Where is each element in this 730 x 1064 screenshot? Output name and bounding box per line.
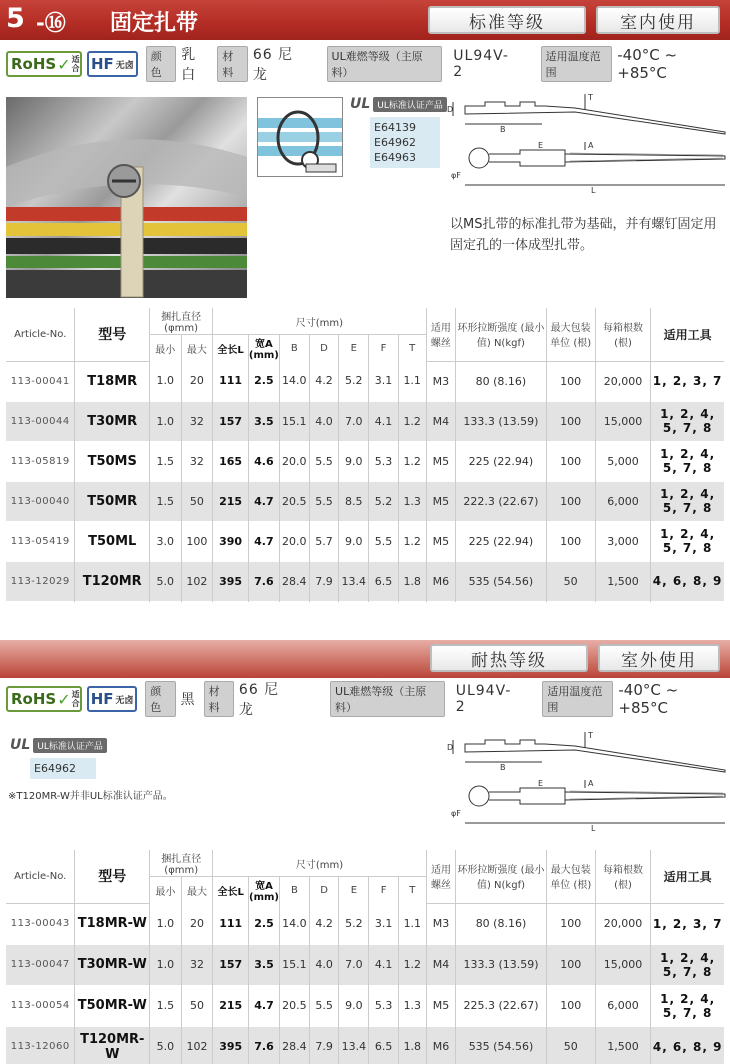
d-cell: 7.9 <box>309 1026 339 1064</box>
strength-cell: 133.3 (13.59) <box>456 401 546 441</box>
check-icon: ✓ <box>57 54 71 74</box>
hf-text: HF <box>90 55 114 73</box>
use-tag-2: 室外使用 <box>598 644 720 672</box>
strength-cell: 80 (8.16) <box>456 903 546 944</box>
dim-e: E <box>538 141 544 150</box>
th-article: Article-No. <box>6 850 75 903</box>
min-cell: 1.0 <box>150 944 182 985</box>
e-cell: 8.5 <box>339 481 369 521</box>
strength-cell: 80 (8.16) <box>456 361 546 401</box>
screw-cell: M5 <box>426 481 456 521</box>
temp-value: -40°C ~ +85°C <box>617 46 678 82</box>
t-cell: 1.2 <box>398 441 426 481</box>
pack-cell: 100 <box>546 441 595 481</box>
ul-code-list <box>370 117 440 168</box>
rohs-badge-2 <box>6 686 82 712</box>
hf-badge-2 <box>87 686 137 712</box>
strength-cell: 535 (54.56) <box>456 1026 546 1064</box>
b-cell: 14.0 <box>279 903 309 944</box>
strength-cell: 535 (54.56) <box>456 561 546 601</box>
f-cell: 3.1 <box>369 361 399 401</box>
f-cell: 3.1 <box>369 903 399 944</box>
model-cell: T50MR <box>75 481 150 521</box>
th-model: 型号 <box>75 308 150 361</box>
th-width: 宽A (mm) <box>249 877 280 904</box>
d-cell: 4.0 <box>309 944 339 985</box>
strength-cell: 225.3 (22.67) <box>456 985 546 1026</box>
dim-d: D <box>447 743 454 752</box>
ul-logo-icon: UL <box>10 737 31 753</box>
screw-cell: M3 <box>426 903 456 944</box>
t-cell: 1.8 <box>398 1026 426 1064</box>
ul-code: E64963 <box>374 151 416 164</box>
ul-code-list-2 <box>30 758 96 779</box>
spec-row-2 <box>6 681 724 718</box>
t-cell: 1.3 <box>398 985 426 1026</box>
length-cell: 215 <box>213 481 249 521</box>
e-cell: 9.0 <box>339 441 369 481</box>
width-cell: 4.7 <box>249 985 280 1026</box>
rohs-fit: 适合 <box>71 55 80 73</box>
dim-a: A <box>588 779 594 788</box>
screw-cell: M3 <box>426 361 456 401</box>
e-cell: 9.0 <box>339 985 369 1026</box>
pack-cell: 50 <box>546 561 595 601</box>
check-icon: ✓ <box>57 689 71 709</box>
pack-cell: 100 <box>546 401 595 441</box>
t-cell: 1.1 <box>398 361 426 401</box>
width-cell: 3.5 <box>249 944 280 985</box>
th-d: D <box>309 877 339 904</box>
th-strength: 环形拉断强度 (最小值) N(kgf) <box>456 850 546 903</box>
ul-cert-badge <box>350 96 447 112</box>
table-row <box>6 441 724 481</box>
spec-table-2 <box>6 850 724 1064</box>
tools-cell: 1, 2, 4, 5, 7, 8 <box>651 481 724 521</box>
t-cell: 1.8 <box>398 561 426 601</box>
th-pack: 最大包装单位 (根) <box>546 850 595 903</box>
t-cell: 1.2 <box>398 401 426 441</box>
th-pack: 最大包装单位 (根) <box>546 308 595 361</box>
grade-tag: 标准等级 <box>428 6 586 34</box>
model-cell: T18MR <box>75 361 150 401</box>
width-cell: 7.6 <box>249 1026 280 1064</box>
max-cell: 20 <box>181 903 213 944</box>
th-dims: 尺寸(mm) <box>213 308 426 335</box>
box-cell: 5,000 <box>595 441 650 481</box>
technical-drawing <box>445 92 730 202</box>
f-cell: 5.3 <box>369 985 399 1026</box>
dim-a: A <box>588 141 594 150</box>
table-row <box>6 903 724 944</box>
b-cell: 20.0 <box>279 521 309 561</box>
strength-cell: 133.3 (13.59) <box>456 944 546 985</box>
strength-cell: 222.3 (22.67) <box>456 481 546 521</box>
b-cell: 15.1 <box>279 944 309 985</box>
mounting-sketch-image <box>258 98 343 177</box>
screw-cell: M6 <box>426 561 456 601</box>
box-cell: 20,000 <box>595 903 650 944</box>
t-cell: 1.1 <box>398 903 426 944</box>
th-model: 型号 <box>75 850 150 903</box>
width-cell: 4.6 <box>248 441 279 481</box>
model-cell: T50MR-W <box>75 985 150 1026</box>
max-cell: 20 <box>181 361 213 401</box>
ul-logo-icon: UL <box>350 96 371 112</box>
min-cell: 1.0 <box>149 361 181 401</box>
section-header <box>0 0 730 40</box>
d-cell: 5.5 <box>309 441 339 481</box>
product-photo <box>6 97 247 298</box>
ul-cert-text-2: UL标准认证产品 <box>33 738 107 753</box>
screw-cell: M6 <box>426 1026 456 1064</box>
hf-badge <box>87 51 138 77</box>
b-cell: 28.4 <box>279 1026 309 1064</box>
th-tools: 适用工具 <box>651 850 724 903</box>
screw-cell: M4 <box>426 944 456 985</box>
tools-cell: 4, 6, 8, 9 <box>651 1026 724 1064</box>
ul-grade-value: UL94V-2 <box>453 48 509 80</box>
strength-cell: 225 (22.94) <box>456 521 546 561</box>
d-cell: 7.9 <box>309 561 339 601</box>
dim-f: φF <box>451 171 461 180</box>
max-cell: 32 <box>181 401 213 441</box>
th-max: 最大 <box>181 335 213 362</box>
model-cell: T18MR-W <box>75 903 150 944</box>
product-description: 以MS扎带的标准扎带为基础，并有螺钉固定用固定孔的一体成型扎带。 <box>450 217 717 253</box>
dim-l: L <box>591 186 596 195</box>
box-cell: 6,000 <box>595 481 650 521</box>
width-cell: 4.7 <box>248 481 279 521</box>
e-cell: 7.0 <box>339 944 369 985</box>
pack-cell: 100 <box>546 361 595 401</box>
screw-cell: M5 <box>426 521 456 561</box>
min-cell: 3.0 <box>149 521 181 561</box>
article-cell: 113-00040 <box>6 481 75 521</box>
tools-cell: 1, 2, 4, 5, 7, 8 <box>651 441 724 481</box>
model-cell: T50MS <box>75 441 150 481</box>
pack-cell: 100 <box>546 944 595 985</box>
ul-cert-text: UL标准认证产品 <box>373 97 447 112</box>
article-cell: 113-05819 <box>10 455 70 467</box>
length-cell: 390 <box>213 521 249 561</box>
f-cell: 5.2 <box>369 481 399 521</box>
length-cell: 157 <box>213 401 249 441</box>
th-t: T <box>398 877 426 904</box>
width-cell: 2.5 <box>249 903 280 944</box>
length-cell: 395 <box>213 1026 249 1064</box>
table-row <box>6 944 724 985</box>
width-cell: 3.5 <box>248 401 279 441</box>
th-d: D <box>309 335 339 362</box>
dim-f: φF <box>451 809 461 818</box>
color-value: 乳白 <box>181 47 197 83</box>
table-row <box>6 985 724 1026</box>
th-f: F <box>369 335 399 362</box>
table-row <box>6 481 724 521</box>
d-cell: 5.7 <box>309 521 339 561</box>
f-cell: 6.5 <box>369 561 399 601</box>
min-cell: 1.5 <box>149 481 181 521</box>
box-cell: 15,000 <box>595 944 650 985</box>
max-cell: 102 <box>181 561 213 601</box>
b-cell: 14.0 <box>279 361 309 401</box>
color-value-2: 黑 <box>180 692 196 708</box>
ul-code: E64139 <box>374 121 416 134</box>
f-cell: 5.5 <box>369 521 399 561</box>
th-e: E <box>339 877 369 904</box>
e-cell: 7.0 <box>339 401 369 441</box>
model-cell: T50ML <box>75 521 150 561</box>
th-screw: 适用螺丝 <box>426 308 456 361</box>
f-cell: 5.3 <box>369 441 399 481</box>
box-cell: 3,000 <box>595 521 650 561</box>
rohs-fit: 适合 <box>71 690 80 708</box>
tools-cell: 1, 2, 4, 5, 7, 8 <box>651 401 724 441</box>
table-row <box>6 1026 724 1064</box>
ul-code: E64962 <box>34 762 76 775</box>
th-screw: 适用螺丝 <box>426 850 456 903</box>
article-cell: 113-00044 <box>6 401 75 441</box>
th-tools: 适用工具 <box>651 308 724 361</box>
dim-e: E <box>538 779 544 788</box>
d-cell: 4.2 <box>309 903 339 944</box>
color-label: 颜色 <box>146 46 177 82</box>
e-cell: 5.2 <box>339 903 369 944</box>
article-cell: 113-12029 <box>6 561 75 601</box>
material-label-2: 材料 <box>204 681 234 717</box>
product-photo-image <box>6 97 247 298</box>
color-label-2: 颜色 <box>145 681 175 717</box>
ul-note: ※T120MR-W并非UL标准认证产品。 <box>8 791 173 802</box>
ul-grade-label-2: UL难燃等级（主原料） <box>330 681 445 717</box>
model-cell: T120MR <box>75 561 150 601</box>
width-cell: 4.7 <box>248 521 279 561</box>
model-cell: T30MR-W <box>75 944 150 985</box>
max-cell: 32 <box>181 441 213 481</box>
material-value: 66 尼龙 <box>252 47 294 83</box>
dim-t: T <box>588 93 593 102</box>
b-cell: 20.0 <box>279 441 309 481</box>
tools-cell: 1, 2, 4, 5, 7, 8 <box>651 521 724 561</box>
temp-label-2: 适用温度范围 <box>542 681 613 717</box>
tools-cell: 1, 2, 4, 5, 7, 8 <box>651 944 724 985</box>
th-length: 全长L <box>213 877 249 904</box>
length-cell: 111 <box>213 903 249 944</box>
th-b: B <box>279 877 309 904</box>
d-cell: 5.5 <box>309 481 339 521</box>
hf-sub: 无卤 <box>115 60 134 71</box>
article-cell: 113-00047 <box>6 944 75 985</box>
min-cell: 1.0 <box>150 903 182 944</box>
t-cell: 1.2 <box>398 944 426 985</box>
b-cell: 15.1 <box>279 401 309 441</box>
ul-cert-badge-2 <box>10 737 107 753</box>
article-cell: 113-00054 <box>10 1000 70 1011</box>
max-cell: 100 <box>181 521 213 561</box>
pack-cell: 100 <box>546 903 595 944</box>
hf-text: HF <box>90 690 114 708</box>
th-length: 全长L <box>213 335 249 362</box>
e-cell: 13.4 <box>339 1026 369 1064</box>
f-cell: 6.5 <box>369 1026 399 1064</box>
b-cell: 20.5 <box>279 985 309 1026</box>
th-box: 每箱根数 (根) <box>595 850 650 903</box>
pack-cell: 50 <box>546 1026 595 1064</box>
th-e: E <box>339 335 369 362</box>
dim-d: D <box>447 105 454 114</box>
box-cell: 6,000 <box>595 985 650 1026</box>
article-cell: 113-00041 <box>10 375 70 387</box>
th-dims: 尺寸(mm) <box>213 850 426 877</box>
b-cell: 20.5 <box>279 481 309 521</box>
article-cell: 113-00043 <box>10 918 70 929</box>
ul-code: E64962 <box>374 136 416 149</box>
d-cell: 5.5 <box>309 985 339 1026</box>
th-min: 最小 <box>149 335 181 362</box>
min-cell: 1.5 <box>150 985 182 1026</box>
box-cell: 15,000 <box>595 401 650 441</box>
section-title: 固定扎带 <box>110 11 199 36</box>
screw-cell: M5 <box>426 985 456 1026</box>
max-cell: 50 <box>181 481 213 521</box>
hf-sub: 无卤 <box>115 695 134 706</box>
use-tag: 室内使用 <box>596 6 720 34</box>
material-label: 材料 <box>217 46 248 82</box>
rohs-text: RoHS <box>11 55 57 73</box>
grade-tag-2: 耐热等级 <box>430 644 588 672</box>
article-cell: 113-05419 <box>10 535 70 547</box>
spec-table <box>6 308 724 602</box>
mounting-sketch <box>257 97 343 177</box>
pack-cell: 100 <box>546 521 595 561</box>
b-cell: 28.4 <box>279 561 309 601</box>
th-bundle: 捆扎直径(φmm) <box>149 308 212 335</box>
length-cell: 215 <box>213 985 249 1026</box>
material-value-2: 66 尼龙 <box>238 682 280 718</box>
rohs-text: RoHS <box>11 690 57 708</box>
min-cell: 5.0 <box>150 1026 182 1064</box>
max-cell: 102 <box>181 1026 213 1064</box>
length-cell: 157 <box>213 944 249 985</box>
model-cell: T30MR <box>75 401 150 441</box>
th-max: 最大 <box>181 877 213 904</box>
box-cell: 1,500 <box>595 561 650 601</box>
tools-cell: 4, 6, 8, 9 <box>651 561 724 601</box>
temp-value-2: -40°C ~ +85°C <box>618 681 679 717</box>
dim-b: B <box>500 763 506 772</box>
th-bundle: 捆扎直径(φmm) <box>150 850 213 877</box>
dim-l: L <box>591 824 596 833</box>
spec-row <box>6 46 724 83</box>
dim-t: T <box>588 731 593 740</box>
article-cell: 113-12060 <box>6 1026 75 1064</box>
th-min: 最小 <box>150 877 182 904</box>
width-cell: 7.6 <box>248 561 279 601</box>
tools-cell: 1, 2, 4, 5, 7, 8 <box>651 985 724 1026</box>
d-cell: 4.0 <box>309 401 339 441</box>
screw-cell: M4 <box>426 401 456 441</box>
th-article: Article-No. <box>6 308 75 361</box>
technical-drawing-2 <box>445 730 730 840</box>
e-cell: 9.0 <box>339 521 369 561</box>
min-cell: 1.0 <box>149 401 181 441</box>
strength-cell: 225 (22.94) <box>456 441 546 481</box>
min-cell: 1.5 <box>149 441 181 481</box>
box-cell: 20,000 <box>595 361 650 401</box>
length-cell: 111 <box>213 361 249 401</box>
section-number: 5 <box>6 3 25 34</box>
ul-grade-value-2: UL94V-2 <box>455 683 512 715</box>
dim-b: B <box>500 125 506 134</box>
table-row <box>6 361 724 401</box>
pack-cell: 100 <box>546 985 595 1026</box>
width-cell: 2.5 <box>248 361 279 401</box>
length-cell: 395 <box>213 561 249 601</box>
f-cell: 4.1 <box>369 401 399 441</box>
screw-cell: M5 <box>426 441 456 481</box>
th-width: 宽A (mm) <box>248 335 279 362</box>
th-f: F <box>369 877 399 904</box>
section-header-2 <box>0 640 730 678</box>
max-cell: 50 <box>181 985 213 1026</box>
model-cell: T120MR-W <box>75 1026 150 1064</box>
th-t: T <box>398 335 426 362</box>
table-row <box>6 521 724 561</box>
th-b: B <box>279 335 309 362</box>
min-cell: 5.0 <box>149 561 181 601</box>
pack-cell: 100 <box>546 481 595 521</box>
table-row <box>6 401 724 441</box>
table-row <box>6 561 724 601</box>
e-cell: 13.4 <box>339 561 369 601</box>
th-strength: 环形拉断强度 (最小值) N(kgf) <box>456 308 546 361</box>
section-subnumber: -⑯ <box>36 11 66 35</box>
ul-grade-label: UL难燃等级（主原料） <box>327 46 443 82</box>
t-cell: 1.2 <box>398 521 426 561</box>
max-cell: 32 <box>181 944 213 985</box>
th-box: 每箱根数 (根) <box>595 308 650 361</box>
tools-cell: 1, 2, 3, 7 <box>651 361 724 401</box>
box-cell: 1,500 <box>595 1026 650 1064</box>
t-cell: 1.3 <box>398 481 426 521</box>
e-cell: 5.2 <box>339 361 369 401</box>
length-cell: 165 <box>213 441 249 481</box>
tools-cell: 1, 2, 3, 7 <box>651 903 724 944</box>
rohs-badge <box>6 51 82 77</box>
d-cell: 4.2 <box>309 361 339 401</box>
f-cell: 4.1 <box>369 944 399 985</box>
temp-label: 适用温度范围 <box>541 46 613 82</box>
